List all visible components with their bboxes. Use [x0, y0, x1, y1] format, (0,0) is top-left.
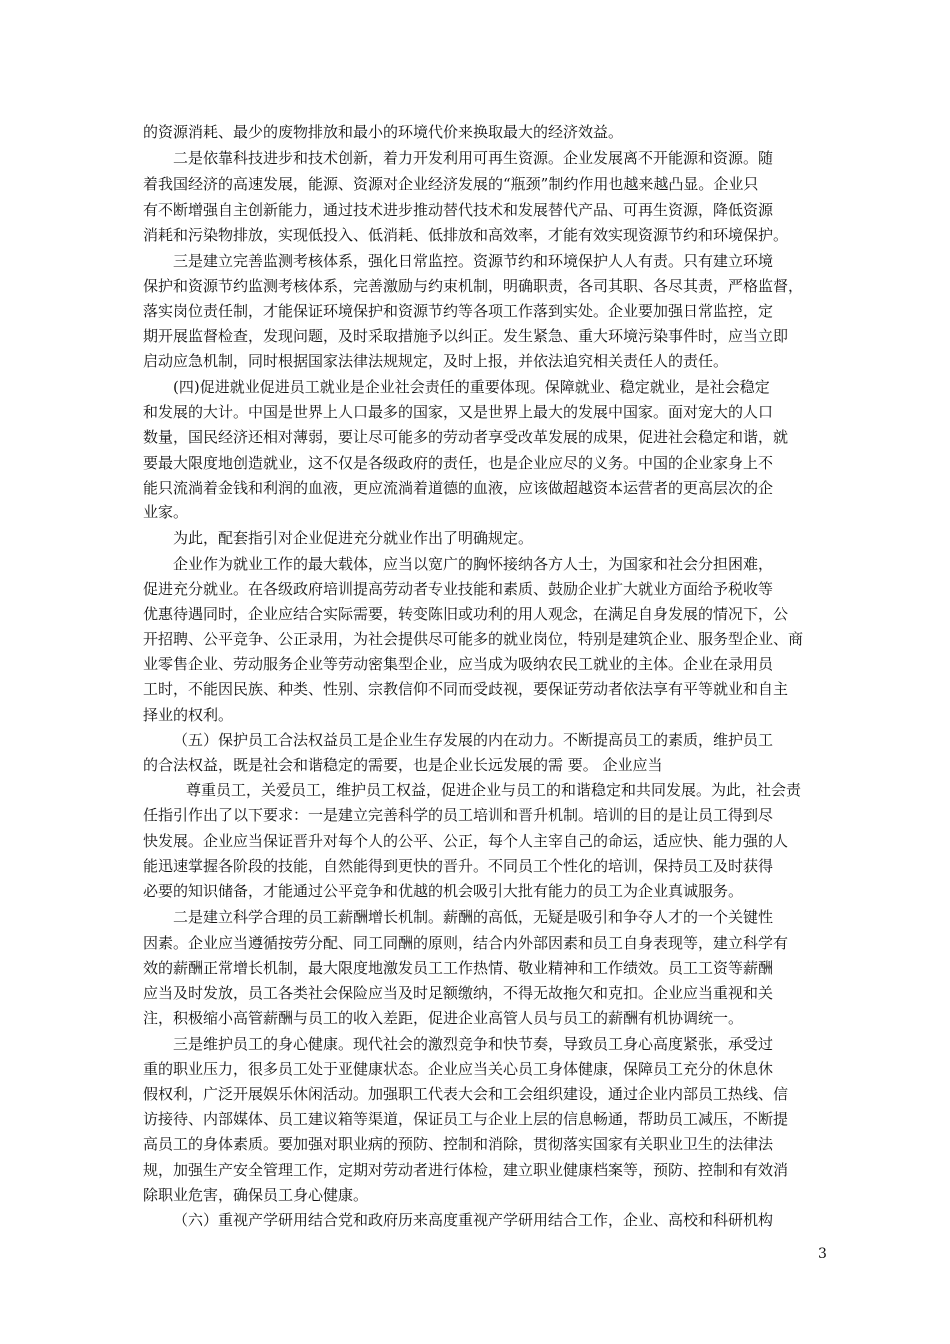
text-line: 落实岗位责任制，才能保证环境保护和资源节约等各项工作落到实处。企业要加强日常监控，定 [143, 302, 774, 320]
text-line: 能只流淌着金钱和利润的血液，更应流淌着道德的血液，应该做超越资本运营者的更高层次的企 [143, 479, 774, 497]
text-line: 优惠待遇同时，企业应结合实际需要，转变陈旧或功利的用人观念，在满足自身发展的情况下，公 [143, 605, 789, 623]
text-line: 的合法权益，既是社会和谐稳定的需要，也是企业长远发展的需 要。 企业应当 [143, 756, 663, 774]
text-line: 有不断增强自主创新能力，通过技术进步推动替代技术和发展替代产品、可再生资源，降低资源 [143, 201, 774, 219]
text-line: 假权利，广泛开展娱乐休闲活动。加强职工代表大会和工会组织建设，通过企业内部员工热线、信 [143, 1085, 789, 1103]
text-line: 规，加强生产安全管理工作，定期对劳动者进行体检，建立职业健康档案等，预防、控制和有效消 [143, 1161, 789, 1179]
text-line: 企业作为就业工作的最大载体，应当以宽广的胸怀接纳各方人士，为国家和社会分担困难， [173, 555, 774, 573]
text-line: 业家。 [143, 503, 189, 521]
text-line: 高员工的身体素质。要加强对职业病的预防、控制和消除，贯彻落实国家有关职业卫生的法律法 [143, 1135, 774, 1153]
text-line: 保护和资源节约监测考核体系，完善激励与约束机制，明确职责，各司其职、各尽其责，严格监督， [143, 277, 804, 295]
text-line: 除职业危害，确保员工身心健康。 [143, 1186, 369, 1204]
text-line: 注，积极缩小高管薪酬与员工的收入差距，促进企业高管人员与员工的薪酬有机协调统一。 [143, 1009, 744, 1027]
page-number: 3 [818, 1246, 827, 1262]
text-line: 访接待、内部媒体、员工建议箱等渠道，保证员工与企业上层的信息畅通，帮助员工减压，不断提 [143, 1110, 789, 1128]
text-line: 的资源消耗、最少的废物排放和最小的环境代价来换取最大的经济效益。 [143, 123, 624, 141]
text-line: 启动应急机制，同时根据国家法律法规规定，及时上报，并依法追究相关责任人的责任。 [143, 352, 729, 370]
text-line: 应当及时发放，员工各类社会保险应当及时足额缴纳，不得无故拖欠和克扣。企业应当重视和关 [143, 984, 774, 1002]
text-line: 重的职业压力，很多员工处于亚健康状态。企业应当关心员工身体健康，保障员工充分的休息休 [143, 1060, 774, 1078]
text-line: 尊重员工，关爱员工，维护员工权益，促进企业与员工的和谐稳定和共同发展。为此，社会责 [186, 781, 802, 799]
text-line: 二是依靠科技进步和技术创新，着力开发利用可再生资源。企业发展离不开能源和资源。随 [173, 149, 774, 167]
text-line: 工时，不能因民族、种类、性别、宗教信仰不同而受歧视，要保证劳动者依法享有平等就业和自主 [143, 680, 789, 698]
text-line: 开招聘、公平竞争、公正录用，为社会提供尽可能多的就业岗位，特别是建筑企业、服务型企业、商 [143, 630, 804, 648]
text-line: 和发展的大计。中国是世界上人口最多的国家，又是世界上最大的发展中国家。面对宠大的人口 [143, 403, 774, 421]
text-line: 业零售企业、劳动服务企业等劳动密集型企业，应当成为吸纳农民工就业的主体。企业在录用员 [143, 655, 774, 673]
text-line: 择业的权利。 [143, 706, 234, 724]
text-line: 期开展监督检查，发现问题，及时采取措施予以纠正。发生紧急、重大环境污染事件时，应当立即 [143, 327, 789, 345]
text-line: 三是维护员工的身心健康。现代社会的激烈竞争和快节奏，导致员工身心高度紧张，承受过 [173, 1035, 774, 1053]
text-line: 消耗和污染物排放，实现低投入、低消耗、低排放和高效率，才能有效实现资源节约和环境保护。 [143, 226, 789, 244]
text-line: （六）重视产学研用结合党和政府历来高度重视产学研用结合工作，企业、高校和科研机构 [173, 1211, 774, 1229]
text-line: 任指引作出了以下要求：一是建立完善科学的员工培训和晋升机制。培训的目的是让员工得到尽 [143, 806, 774, 824]
text-line: 必要的知识储备，才能通过公平竞争和优越的机会吸引大批有能力的员工为企业真诚服务。 [143, 882, 744, 900]
text-line: 三是建立完善监测考核体系，强化日常监控。资源节约和环境保护人人有责。只有建立环境 [173, 252, 774, 270]
text-line: 为此，配套指引对企业促进充分就业作出了明确规定。 [173, 529, 534, 547]
text-line: 着我国经济的高速发展，能源、资源对企业经济发展的“瓶颈”制约作用也越来越凸显。企业只 [143, 175, 759, 193]
text-line: 因素。企业应当遵循按劳分配、同工同酬的原则，结合内外部因素和员工自身表现等，建立科学有 [143, 934, 789, 952]
text-line: 二是建立科学合理的员工薪酬增长机制。薪酬的高低，无疑是吸引和争夺人才的一个关键性 [173, 908, 774, 926]
text-line: （五）保护员工合法权益员工是企业生存发展的内在动力。不断提高员工的素质，维护员工 [173, 731, 774, 749]
text-line: 快发展。企业应当保证晋升对每个人的公平、公正，每个人主宰自己的命运，适应快、能力强的人 [143, 832, 789, 850]
text-line: 促进充分就业。在各级政府培训提高劳动者专业技能和素质、鼓励企业扩大就业方面给予税收等 [143, 580, 774, 598]
text-line: 数量，国民经济还相对薄弱，要让尽可能多的劳动者享受改革发展的成果，促进社会稳定和谐，就 [143, 428, 789, 446]
text-line: 能迅速掌握各阶段的技能，自然能得到更快的晋升。不同员工个性化的培训，保持员工及时获得 [143, 857, 774, 875]
text-line: 要最大限度地创造就业，这不仅是各级政府的责任，也是企业应尽的义务。中国的企业家身上不 [143, 454, 774, 472]
text-line: 效的薪酬正常增长机制，最大限度地激发员工工作热情、敬业精神和工作绩效。员工工资等薪酬 [143, 959, 774, 977]
text-line: (四)促进就业促进员工就业是企业社会责任的重要体现。保障就业、稳定就业，是社会稳定 [173, 378, 770, 396]
